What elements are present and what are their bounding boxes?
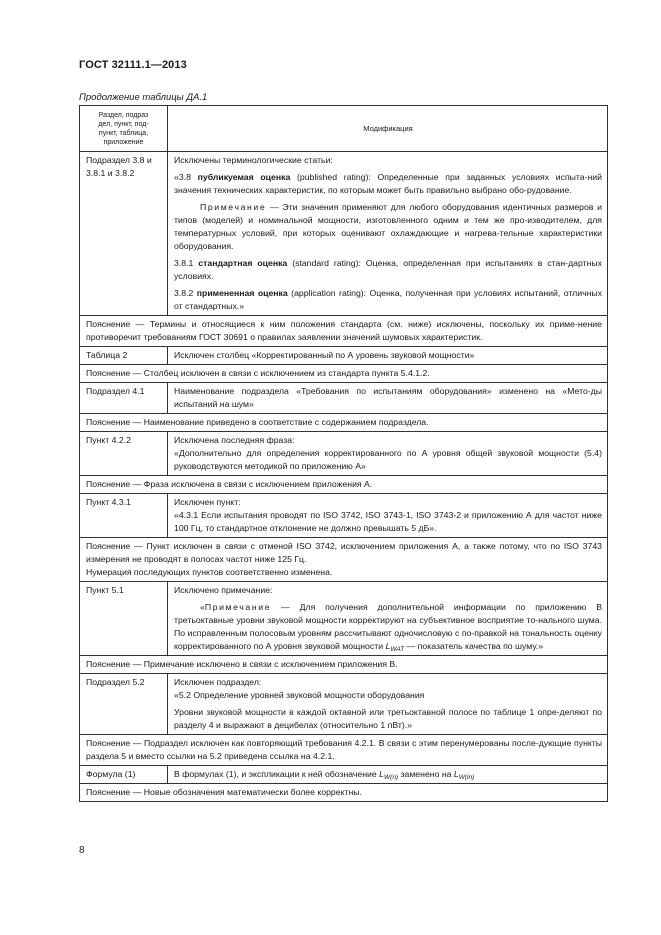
- document-header: ГОСТ 32111.1—2013: [79, 59, 187, 71]
- note: «Примечание — Для получения дополнительной информации по приложению В третьоктавные уровни звуковой мощности корректируют на субъективное восприятие то-нального шума. По исправленным полосовым уровням рассчитывают одночисловую с по-правкой на тональность оценку корректированного по А уровня звуковой мощности $L_{WAT}$ — показатель качества по шуму.»: [174, 602, 602, 653]
- row-modification: Наименование подраздела «Требования по испытаниям оборудования» изменено на «Мето-ды испытаний на шум»: [168, 383, 608, 414]
- row-modification: Исключены терминологические статьи: «3.8 публикуемая оценка (published rating): Определенные при заданных условиях испыта-ний значения технических характеристик, по которым может быть правильно выбрано обо-рудование. Примечание — Эти значения применяют для любого оборудования идентичных размеров и типов (моделей) и номинальной мощности, изготовленного одним и тем же про-изводителем, для температурных условий, при которых оценивают охлаждающие и нагрева-тельные характеристики оборудования. 3.8.1 стандартная оценка (standard rating): Оценка, определенная при испытаниях в стан-дартных условиях. 3.8.2 примененная оценка (application rating): Оценка, полученная при условиях испытаний, отличных от стандартных.»: [168, 152, 608, 316]
- column-header-section: Раздел, подраз дел, пункт, под- пункт, таблица, приложение: [80, 106, 168, 152]
- explanation-row: Пояснение — Столбец исключен в связи с исключением из стандарта пункта 5.4.1.2.: [80, 365, 608, 383]
- table-row: [80, 432, 608, 476]
- row-section: Подраздел 4.1: [80, 383, 168, 414]
- column-header-modification: Модификация: [168, 106, 608, 152]
- row-section: Формула (1): [80, 766, 168, 784]
- row-section: Пункт 4.3.1: [80, 494, 168, 538]
- explanation-row: Пояснение — Наименование приведено в соответствие с содержанием подраздела.: [80, 414, 608, 432]
- note: Примечание — Эти значения применяют для любого оборудования идентичных размеров и типов (моделей) и номинальной мощности, изготовленного одним и тем же про-изводителем, для температурных условий, при которых оценивают охлаждающие и нагрева-тельные характеристики оборудования.: [174, 202, 602, 251]
- row-modification: Исключен подраздел: «5.2 Определение уровней звуковой мощности оборудования Уровни звуковой мощности в каждой октавной или третьоктавной полосе по таблице 1 опре-деляют по разделу 4 и выражают в децибелах (относительно 1 пВт).»: [168, 674, 608, 735]
- explanation-row: Пояснение — Подраздел исключен как повторяющий требования 4.2.1. В связи с этим перенумерованы после-дующие пункты раздела 5 и вместо ссылки на 5.2 приведена ссылка на 4.2.1.: [80, 735, 608, 766]
- row-section: Таблица 2: [80, 347, 168, 365]
- table-row: [80, 347, 608, 365]
- row-modification: Исключен пункт: «4.3.1 Если испытания проводят по ISO 3742, ISO 3743-1, ISO 3743-2 и приложению А для частот ниже 100 Гц, то стандартное отклонение не должно превышать 5 дБ».: [168, 494, 608, 538]
- row-section: Подраздел 3.8 и 3.8.1 и 3.8.2: [80, 152, 168, 316]
- table-header-row: [80, 106, 608, 152]
- explanation-row: Пояснение — Фраза исключена в связи с исключением приложения А.: [80, 476, 608, 494]
- table-row: [80, 494, 608, 538]
- explanation-row: Пояснение — Новые обозначения математически более корректны.: [80, 784, 608, 802]
- table-row: [80, 383, 608, 414]
- row-section: Пункт 5.1: [80, 582, 168, 656]
- modification-table: [79, 105, 608, 802]
- page-number: 8: [79, 845, 85, 856]
- row-section: Подраздел 5.2: [80, 674, 168, 735]
- explanation-row: Пояснение — Пункт исключен в связи с отменой ISO 3742, исключением приложения А, а также потому, что по ISO 3743 измерения не проводят в полосах частот ниже 125 Гц. Нумерация последующих пунктов соответственно изменена.: [80, 538, 608, 582]
- table-caption: Продолжение таблицы ДА.1: [79, 92, 208, 103]
- table-row: [80, 674, 608, 735]
- explanation-row: Пояснение — Примечание исключено в связи с исключением приложения В.: [80, 656, 608, 674]
- row-modification: Исключен столбец «Корректированный по А уровень звуковой мощности»: [168, 347, 608, 365]
- explanation-row: Пояснение — Термины и относящиеся к ним положения стандарта (см. ниже) исключены, поскольку их приме-нение противоречит требованиям ГОСТ 30691 о правилах заявлении значений шумовых характеристик.: [80, 316, 608, 347]
- table-row: [80, 766, 608, 784]
- row-modification: В формулах (1), и экспликации к ней обозначение $L_{W(n)}$ заменено на $L_{W(in)}$: [168, 766, 608, 784]
- row-modification: Исключено примечание: «Примечание — Для получения дополнительной информации по приложению В третьоктавные уровни звуковой мощности корректируют на субъективное восприятие то-нального шума. По исправленным полосовым уровням рассчитывают одночисловую с по-правкой на тональность оценку корректированного по А уровня звуковой мощности $L_{WAT}$ — показатель качества по шуму.»: [168, 582, 608, 656]
- table-row: [80, 582, 608, 656]
- row-modification: Исключена последняя фраза: «Дополнительно для определения корректированного по А уровня общей звуковой мощности (5.4) руководствуются методикой по приложению А»: [168, 432, 608, 476]
- row-section: Пункт 4.2.2: [80, 432, 168, 476]
- table-row: [80, 152, 608, 316]
